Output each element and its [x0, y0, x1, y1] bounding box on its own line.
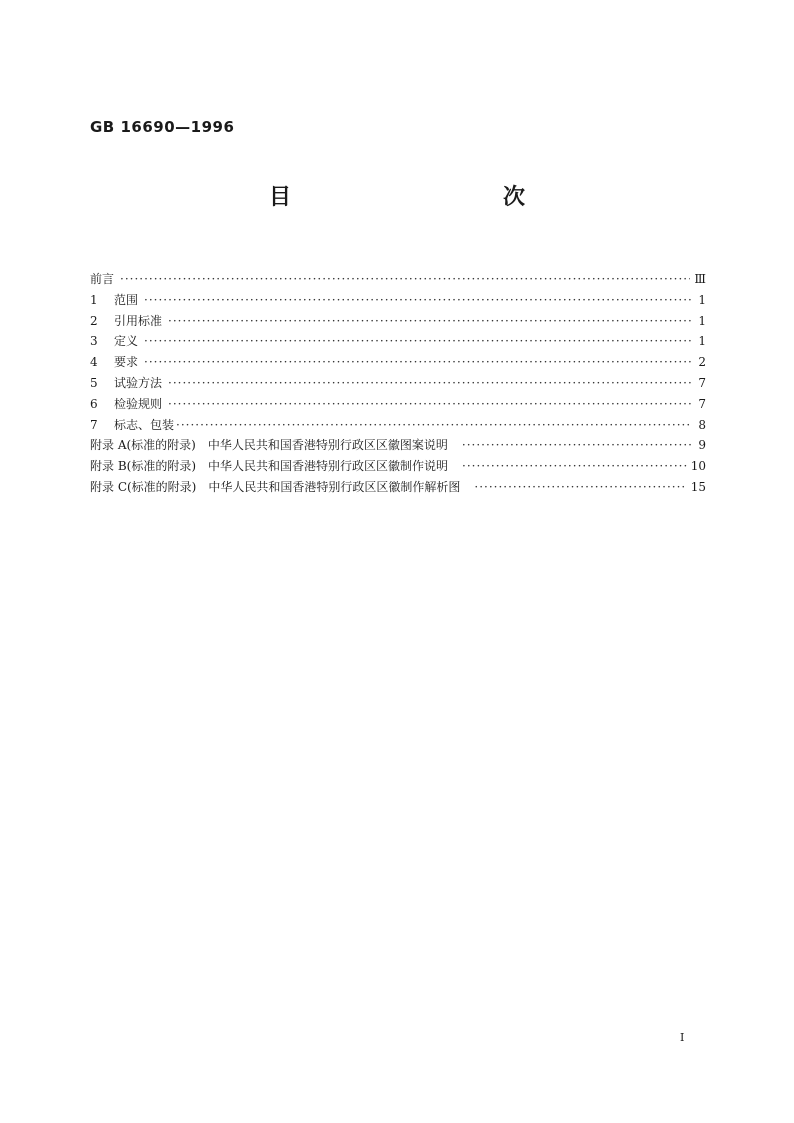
toc-entry-number: 4	[90, 355, 98, 370]
toc-appendix-prefix: 附录 A(标准的附录)	[90, 438, 196, 453]
toc-appendix-prefix: 附录 C(标准的附录)	[90, 479, 197, 494]
toc-entry-label: 前言	[90, 272, 115, 286]
toc-entry-page: 1	[698, 313, 706, 328]
toc-entry-marking-packaging[interactable]	[90, 416, 706, 437]
toc-entry-test-methods[interactable]	[90, 374, 706, 395]
toc-entry-requirements[interactable]	[90, 353, 706, 374]
toc-entry-number: 2	[90, 313, 98, 328]
toc-entry-number: 6	[90, 396, 98, 411]
toc-entry-definitions[interactable]	[90, 332, 706, 353]
toc-entry-appendix-b[interactable]	[90, 457, 706, 478]
toc-entry-inspection-rules[interactable]	[90, 395, 706, 416]
toc-entry-references[interactable]	[90, 312, 706, 333]
standard-code: GB 16690—1996	[90, 118, 235, 136]
toc-entry-label: 检验规则	[114, 396, 163, 411]
toc-entry-scope[interactable]	[90, 291, 706, 312]
toc-leader-dots	[144, 334, 692, 348]
toc-entry-page: 9	[698, 438, 706, 453]
toc-leader-dots	[474, 480, 686, 494]
toc-leader-dots	[120, 272, 690, 286]
toc-entry-page: 15	[690, 479, 706, 494]
toc-entry-page: Ⅲ	[694, 272, 706, 286]
toc-entry-label: 定义	[114, 334, 139, 349]
toc-entry-page: 7	[698, 396, 706, 411]
toc-leader-dots	[168, 376, 692, 390]
toc-entry-label: 范围	[114, 292, 139, 307]
toc-entry-number: 1	[90, 292, 98, 307]
toc-entry-label: 试验方法	[114, 375, 163, 390]
toc-entry-label: 要求	[114, 355, 139, 370]
toc-entry-foreword[interactable]	[90, 270, 706, 291]
toc-entry-number: 7	[90, 417, 98, 432]
toc-entry-label: 引用标准	[114, 313, 163, 328]
toc-entry-page: 2	[698, 355, 706, 370]
toc-entry-page: 7	[698, 375, 706, 390]
toc-entry-label: 标志、包装	[114, 417, 175, 432]
toc-leader-dots	[144, 355, 692, 369]
page-number: I	[680, 1031, 685, 1044]
toc-entry-label: 中华人民共和国香港特别行政区区徽制作说明	[208, 459, 449, 474]
toc-leader-dots	[168, 314, 692, 328]
toc-leader-dots	[176, 418, 692, 432]
toc-entry-appendix-c[interactable]	[90, 478, 706, 499]
toc-entry-page: 10	[690, 459, 706, 474]
toc-appendix-prefix: 附录 B(标准的附录)	[90, 459, 196, 474]
toc-leader-dots	[168, 397, 692, 411]
toc-entry-page: 1	[698, 334, 706, 349]
toc-entry-label: 中华人民共和国香港特别行政区区徽图案说明	[207, 438, 448, 453]
table-of-contents	[90, 270, 706, 499]
toc-entry-page: 8	[698, 417, 706, 432]
toc-entry-number: 5	[90, 375, 98, 390]
toc-leader-dots	[462, 438, 692, 452]
toc-entry-label: 中华人民共和国香港特别行政区区徽制作解析图	[208, 479, 461, 494]
page-title: 目 次	[268, 185, 581, 210]
toc-entry-number: 3	[90, 334, 98, 349]
toc-leader-dots	[144, 293, 692, 307]
toc-leader-dots	[462, 459, 687, 473]
toc-entry-page: 1	[698, 292, 706, 307]
toc-entry-appendix-a[interactable]	[90, 436, 706, 457]
